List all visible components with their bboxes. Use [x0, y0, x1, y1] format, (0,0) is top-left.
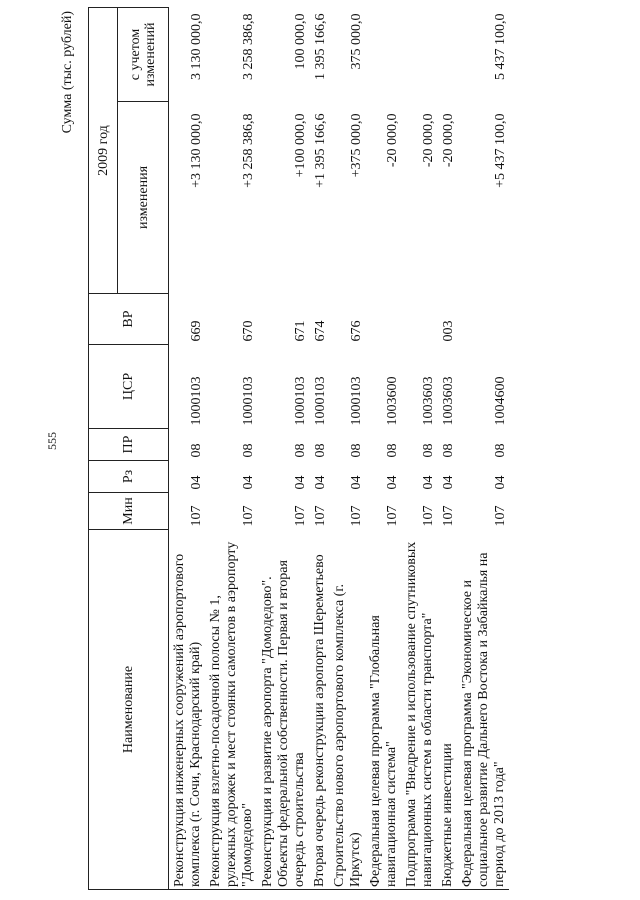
- header-rz: Рз: [89, 461, 169, 493]
- row-min: 107: [293, 505, 308, 527]
- row-total: 3 258 386,8: [241, 13, 256, 80]
- row-pr: 08: [385, 443, 400, 458]
- row-name: Реконструкция взлетно-посадочной полосы № 1, рулежных дорожек и мест стоянки самолетов в аэропорту "Домодедово": [205, 530, 257, 890]
- row-total: 375 000,0: [349, 13, 364, 70]
- row-min: 107: [189, 505, 204, 527]
- header-vr: ВР: [89, 294, 169, 345]
- row-pr: 08: [441, 443, 456, 458]
- row-total: [437, 8, 457, 102]
- row-total: 1 395 166,6: [313, 13, 328, 80]
- header-with-changes: с учетом изменений: [118, 8, 169, 102]
- row-change: -20 000,0: [385, 113, 400, 168]
- row-min: 107: [349, 505, 364, 527]
- row-vr: 671: [293, 320, 308, 342]
- row-pr: 08: [349, 443, 364, 458]
- row-change: +1 395 166,6: [313, 113, 328, 188]
- row-name: Вторая очередь реконструкции аэропорта Шереметьево: [309, 530, 329, 890]
- row-rz: 04: [189, 475, 204, 490]
- row-pr: 08: [293, 443, 308, 458]
- row-min: 107: [241, 505, 256, 527]
- row-vr: 676: [349, 320, 364, 342]
- row-csr: 1000103: [189, 376, 204, 426]
- table-row: [205, 8, 257, 890]
- row-rz: 04: [293, 475, 308, 490]
- header-name: Наименование: [89, 530, 169, 890]
- row-pr: 08: [189, 443, 204, 458]
- row-min: 107: [313, 505, 328, 527]
- row-rz: 04: [349, 475, 364, 490]
- header-changes: изменения: [118, 102, 169, 294]
- row-rz: 04: [441, 475, 456, 490]
- row-rz: 04: [493, 475, 508, 490]
- row-rz: 04: [313, 475, 328, 490]
- row-min: 107: [493, 505, 508, 527]
- row-name: Строительство нового аэропортового комплекса (г. Иркутск): [329, 530, 365, 890]
- row-min: 107: [421, 505, 436, 527]
- row-vr: 674: [313, 320, 328, 342]
- row-csr: 1004600: [493, 376, 508, 426]
- row-name: Реконструкция и развитие аэропорта "Домодедово". Объекты федеральной собственности. Первая и вторая очередь строительства: [257, 530, 309, 890]
- header-pr: ПР: [89, 429, 169, 461]
- row-rz: 04: [421, 475, 436, 490]
- row-name: Реконструкция инженерных сооружений аэропортового комплекса (г. Сочи, Краснодарский край): [169, 530, 206, 890]
- row-change: +375 000,0: [349, 113, 364, 178]
- row-name: Подпрограмма "Внедрение и использование спутниковых навигационных систем в области транспорта": [401, 530, 437, 890]
- row-csr: 1003600: [385, 376, 400, 426]
- row-vr: [401, 294, 437, 345]
- header-csr: ЦСР: [89, 345, 169, 429]
- row-rz: 04: [385, 475, 400, 490]
- row-name: Федеральная целевая программа "Глобальная навигационная система": [365, 530, 401, 890]
- table-row: [365, 8, 401, 890]
- table-row: [257, 8, 309, 890]
- row-change: -20 000,0: [421, 113, 436, 168]
- row-total: 100 000,0: [293, 13, 308, 70]
- row-rz: 04: [241, 475, 256, 490]
- row-csr: 1000103: [313, 376, 328, 426]
- table-row: [309, 8, 329, 890]
- row-pr: 08: [421, 443, 436, 458]
- table-row: [169, 8, 206, 890]
- row-name: Бюджетные инвестиции: [437, 530, 457, 890]
- units-label: Сумма (тыс. рублей): [60, 11, 75, 134]
- row-vr: [457, 294, 509, 345]
- row-vr: 670: [241, 320, 256, 342]
- table-row: [437, 8, 457, 890]
- row-csr: 1003603: [441, 376, 456, 426]
- row-change: +3 258 386,8: [241, 113, 256, 188]
- table-body: [169, 8, 510, 890]
- table-row: [401, 8, 437, 890]
- row-total: 3 130 000,0: [189, 13, 204, 80]
- row-csr: 1003603: [421, 376, 436, 426]
- row-name: Федеральная целевая программа "Экономическое и социальное развитие Дальнего Востока и Забайкалья на период до 2013 года": [457, 530, 509, 890]
- row-change: +5 437 100,0: [493, 113, 508, 188]
- row-pr: 08: [313, 443, 328, 458]
- table-row: [457, 8, 509, 890]
- row-csr: 1000103: [349, 376, 364, 426]
- row-total: 5 437 100,0: [493, 13, 508, 80]
- row-pr: 08: [493, 443, 508, 458]
- row-change: +100 000,0: [293, 113, 308, 178]
- row-change: -20 000,0: [441, 113, 456, 168]
- row-min: 107: [441, 505, 456, 527]
- row-vr: 669: [189, 320, 204, 342]
- row-csr: 1000103: [293, 376, 308, 426]
- budget-table: [88, 7, 509, 890]
- row-vr: [365, 294, 401, 345]
- header-year: 2009 год: [89, 8, 118, 294]
- table-row: [329, 8, 365, 890]
- header-min: Мин: [89, 493, 169, 530]
- row-total: [365, 8, 401, 102]
- page-number: 555: [45, 432, 59, 450]
- row-min: 107: [385, 505, 400, 527]
- row-total: [401, 8, 437, 102]
- row-vr: 003: [441, 320, 456, 342]
- row-change: +3 130 000,0: [189, 113, 204, 188]
- row-pr: 08: [241, 443, 256, 458]
- row-csr: 1000103: [241, 376, 256, 426]
